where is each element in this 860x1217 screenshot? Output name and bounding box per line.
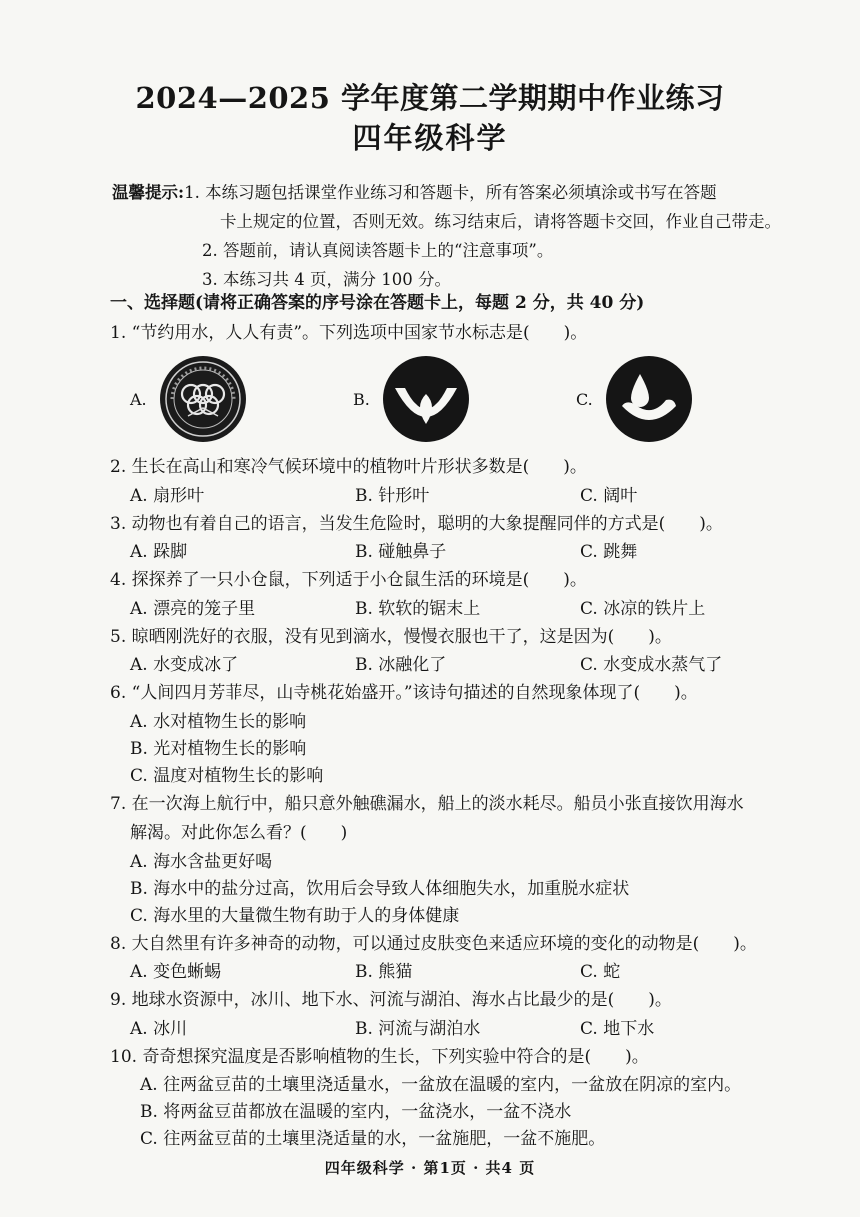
question-8-options bbox=[110, 959, 850, 986]
question-3-options bbox=[110, 539, 850, 566]
tip-1: 1. 本练习题包括课堂作业练习和答题卡，所有答案必须填涂或书写在答题 bbox=[184, 183, 717, 202]
tip-3: 3. 本练习共 4 页，满分 100 分。 bbox=[202, 270, 451, 289]
water-saving-emblem-icon bbox=[381, 354, 471, 444]
question-6-stem: 6. “人间四月芳菲尽，山寺桃花始盛开。”该诗句描述的自然现象体现了( )。 bbox=[110, 683, 698, 703]
option-4c: C. 冰凉的铁片上 bbox=[580, 598, 706, 619]
section-heading: 一、选择题(请将正确答案的序号涂在答题卡上，每题 2 分，共 40 分) bbox=[110, 293, 645, 313]
option-8a: A. 变色蜥蜴 bbox=[130, 962, 222, 982]
option-3c: C. 跳舞 bbox=[580, 542, 638, 562]
question-1-options bbox=[110, 348, 850, 453]
option-3a: A. 跺脚 bbox=[130, 542, 188, 562]
option-5b: B. 冰融化了 bbox=[355, 655, 447, 675]
question-4-options bbox=[110, 596, 850, 623]
option-5a: A. 水变成冰了 bbox=[130, 655, 239, 675]
exam-subtitle: 四年级科学 bbox=[352, 121, 508, 155]
tip-1-continued: 卡上规定的位置，否则无效。练习结束后，请将答题卡交回，作业自己带走。 bbox=[220, 212, 781, 231]
question-9-options bbox=[110, 1016, 850, 1043]
option-1b: B. bbox=[353, 354, 471, 444]
rings-emblem-icon bbox=[158, 354, 248, 444]
water-drop-emblem-icon bbox=[604, 354, 694, 444]
question-1-stem: 1. “节约用水，人人有责”。下列选项中国家节水标志是( )。 bbox=[110, 322, 588, 343]
question-4-stem: 4. 探探养了一只小仓鼠，下列适于小仓鼠生活的环境是( )。 bbox=[110, 570, 587, 590]
option-8b: B. 熊猫 bbox=[355, 962, 413, 982]
option-10a: A. 往两盆豆苗的土壤里浇适量水，一盆放在温暖的室内，一盆放在阴凉的室内。 bbox=[140, 1075, 742, 1095]
option-10c: C. 往两盆豆苗的土壤里浇适量的水，一盆施肥，一盆不施肥。 bbox=[140, 1129, 606, 1149]
option-6a: A. 水对植物生长的影响 bbox=[130, 711, 307, 732]
option-9b: B. 河流与湖泊水 bbox=[355, 1018, 481, 1039]
question-8-stem: 8. 大自然里有许多神奇的动物，可以通过皮肤变色来适应环境的变化的动物是( )。 bbox=[110, 933, 757, 954]
option-4b: B. 软软的锯末上 bbox=[355, 598, 481, 619]
question-7-stem-continued: 解渴。对此你怎么看？( ) bbox=[130, 823, 348, 843]
question-9-stem: 9. 地球水资源中，冰川、地下水、河流与湖泊、海水占比最少的是( )。 bbox=[110, 990, 672, 1010]
exam-title: 2024—2025 学年度第二学期期中作业练习 bbox=[135, 81, 725, 115]
option-5c: C. 水变成水蒸气了 bbox=[580, 655, 723, 675]
question-list bbox=[110, 289, 850, 1153]
option-8c: C. 蛇 bbox=[580, 962, 621, 982]
option-2a: A. 扇形叶 bbox=[130, 485, 205, 506]
option-1a: A. bbox=[130, 354, 248, 444]
option-6c: C. 温度对植物生长的影响 bbox=[130, 765, 324, 786]
option-10b: B. 将两盆豆苗都放在温暖的室内，一盆浇水，一盆不浇水 bbox=[140, 1102, 572, 1122]
question-2-stem: 2. 生长在高山和寒冷气候环境中的植物叶片形状多数是( )。 bbox=[110, 457, 587, 477]
option-1c: C. bbox=[576, 354, 694, 444]
tips-label: 温馨提示: bbox=[112, 183, 185, 202]
question-2-options bbox=[110, 483, 850, 510]
tips-block bbox=[112, 178, 842, 294]
tip-2: 2. 答题前，请认真阅读答题卡上的“注意事项”。 bbox=[202, 241, 554, 260]
option-6b: B. 光对植物生长的影响 bbox=[130, 738, 307, 759]
question-7-stem: 7. 在一次海上航行中，船只意外触礁漏水，船上的淡水耗尽。船员小张直接饮用海水 bbox=[110, 793, 744, 814]
question-5-options bbox=[110, 652, 850, 679]
option-7c: C. 海水里的大量微生物有助于人的身体健康 bbox=[130, 905, 460, 926]
question-10-stem: 10. 奇奇想探究温度是否影响植物的生长，下列实验中符合的是( )。 bbox=[110, 1046, 649, 1067]
option-3b: B. 碰触鼻子 bbox=[355, 542, 447, 562]
option-9c: C. 地下水 bbox=[580, 1018, 655, 1039]
option-9a: A. 冰川 bbox=[130, 1018, 188, 1039]
option-7a: A. 海水含盐更好喝 bbox=[130, 851, 273, 872]
question-5-stem: 5. 晾晒刚洗好的衣服，没有见到滴水，慢慢衣服也干了，这是因为( )。 bbox=[110, 626, 672, 647]
option-4a: A. 漂亮的笼子里 bbox=[130, 598, 256, 619]
option-2b: B. 针形叶 bbox=[355, 485, 430, 506]
option-2c: C. 阔叶 bbox=[580, 485, 638, 506]
option-7b: B. 海水中的盐分过高，饮用后会导致人体细胞失水，加重脱水症状 bbox=[130, 878, 630, 899]
page-footer: 四年级科学 · 第1页 · 共4 页 bbox=[324, 1159, 536, 1177]
question-3-stem: 3. 动物也有着自己的语言，当发生危险时，聪明的大象提醒同伴的方式是( )。 bbox=[110, 513, 723, 534]
